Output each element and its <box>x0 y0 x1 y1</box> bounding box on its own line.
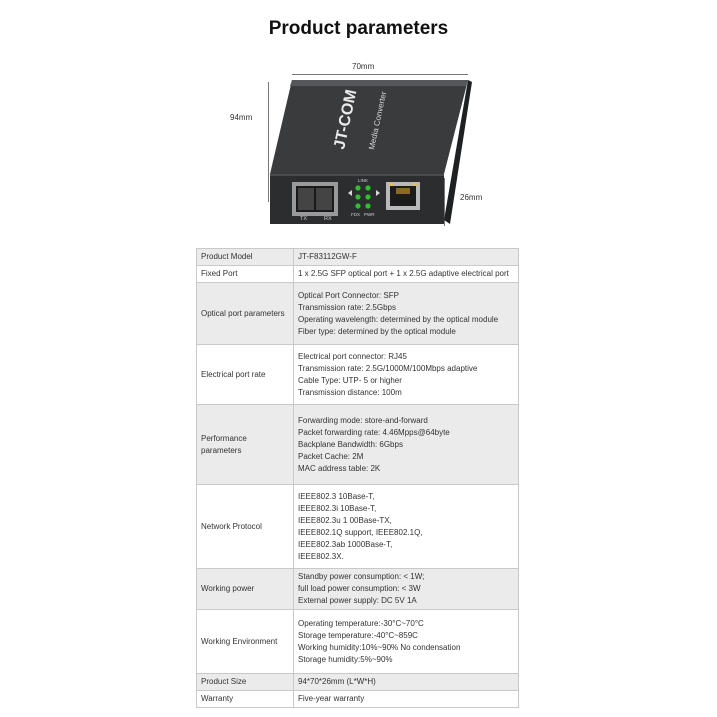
spec-key: Working Environment <box>197 610 294 674</box>
spec-row <box>197 674 519 691</box>
spec-row <box>197 610 519 674</box>
spec-value-line: full load power consumption: < 3W <box>298 584 421 593</box>
led-indicator <box>355 194 360 199</box>
spec-row <box>197 249 519 266</box>
spec-value-line: Forwarding mode: store-and-forward <box>298 415 428 425</box>
spec-value-line: 94*70*26mm (L*W*H) <box>298 677 376 686</box>
spec-key: Product Model <box>197 249 294 266</box>
spec-value-line: Cable Type: UTP- 5 or higher <box>298 375 402 385</box>
link-indicator-label: LINK <box>358 178 369 183</box>
spec-value <box>294 610 519 674</box>
spec-value <box>294 674 519 691</box>
spec-value <box>294 266 519 283</box>
pwr-label: PWR <box>364 212 375 217</box>
spec-value <box>294 345 519 405</box>
spec-value-line: IEEE802.3i 10Base-T, <box>298 503 377 513</box>
led-indicator <box>365 185 370 190</box>
led-indicator <box>355 185 360 190</box>
spec-value <box>294 569 519 610</box>
spec-value-line: Packet Cache: 2M <box>298 451 364 461</box>
spec-key: Working power <box>197 569 294 610</box>
casing-top <box>270 80 468 174</box>
sfp-tx-label: TX <box>300 216 308 222</box>
product-image <box>230 58 500 228</box>
spec-row <box>197 266 519 283</box>
spec-value <box>294 691 519 708</box>
spec-value-line: IEEE802.3 10Base-T, <box>298 491 375 501</box>
led-indicator <box>365 194 370 199</box>
spec-key: Optical port parameters <box>197 283 294 345</box>
spec-value <box>294 249 519 266</box>
spec-value-line: Transmission distance: 100m <box>298 387 402 397</box>
spec-value-line: Operating temperature:-30°C~70°C <box>298 618 424 628</box>
spec-key: Product Size <box>197 674 294 691</box>
spec-row <box>197 283 519 345</box>
media-converter-illustration <box>240 58 500 228</box>
spec-key: Performance parameters <box>197 405 294 485</box>
spec-value-line: Backplane Bandwidth: 6Gbps <box>298 439 403 449</box>
spec-row <box>197 405 519 485</box>
spec-value <box>294 283 519 345</box>
led-indicator <box>355 203 360 208</box>
spec-value-line: MAC address table: 2K <box>298 463 381 473</box>
spec-value-line: Optical Port Connector: SFP <box>298 290 399 300</box>
spec-value-line: Transmission rate: 2.5G/1000M/100Mbps adaptive <box>298 363 478 373</box>
spec-value-line: Operating wavelength: determined by the optical module <box>298 314 499 324</box>
spec-value <box>294 485 519 569</box>
spec-row <box>197 485 519 569</box>
spec-value-line: JT-F83112GW-F <box>298 252 357 261</box>
spec-value-line: Transmission rate: 2.5Gbps <box>298 302 396 312</box>
spec-key: Fixed Port <box>197 266 294 283</box>
spec-value-line: IEEE802.3ab 1000Base-T, <box>298 539 393 549</box>
brand-logo: JT-COM <box>331 88 361 151</box>
spec-row <box>197 345 519 405</box>
sfp-rx-label: RX <box>324 216 332 222</box>
spec-value-line: Fiber type: determined by the optical module <box>298 326 456 336</box>
spec-value-line: 1 x 2.5G SFP optical port + 1 x 2.5G adaptive electrical port <box>298 269 509 278</box>
length-dimension-label: 94mm <box>230 113 253 122</box>
fdx-label: FDX <box>351 212 360 217</box>
spec-value-line: Storage temperature:-40°C~859C <box>298 630 418 640</box>
spec-value-line: Packet forwarding rate: 4.46Mpps@64byte <box>298 427 450 437</box>
spec-value-line: Storage humidity:5%~90% <box>298 654 393 664</box>
spec-table <box>196 248 519 708</box>
spec-table-body <box>197 249 519 708</box>
device-label: Media Converter <box>367 90 389 151</box>
spec-value-line: Electrical port connector: RJ45 <box>298 351 407 361</box>
spec-value-line: Working humidity:10%~90% No condensation <box>298 642 461 652</box>
spec-value-line: Standby power consumption: < 1W; <box>298 572 425 581</box>
width-dimension-label: 70mm <box>352 62 375 71</box>
spec-row <box>197 569 519 610</box>
spec-key: Network Protocol <box>197 485 294 569</box>
spec-key: Warranty <box>197 691 294 708</box>
spec-value-line: IEEE802.1Q support, IEEE802.1Q, <box>298 527 423 537</box>
spec-row <box>197 691 519 708</box>
spec-value-line: IEEE802.3u 1 00Base-TX, <box>298 515 392 525</box>
page-title: Product parameters <box>268 18 449 39</box>
spec-key: Electrical port rate <box>197 345 294 405</box>
led-indicator <box>365 203 370 208</box>
spec-value <box>294 405 519 485</box>
spec-value-line: External power supply: DC 5V 1A <box>298 596 417 605</box>
spec-value-line: Five-year warranty <box>298 694 365 703</box>
spec-value-line: IEEE802.3X. <box>298 551 344 561</box>
height-dimension-label: 26mm <box>460 193 483 202</box>
